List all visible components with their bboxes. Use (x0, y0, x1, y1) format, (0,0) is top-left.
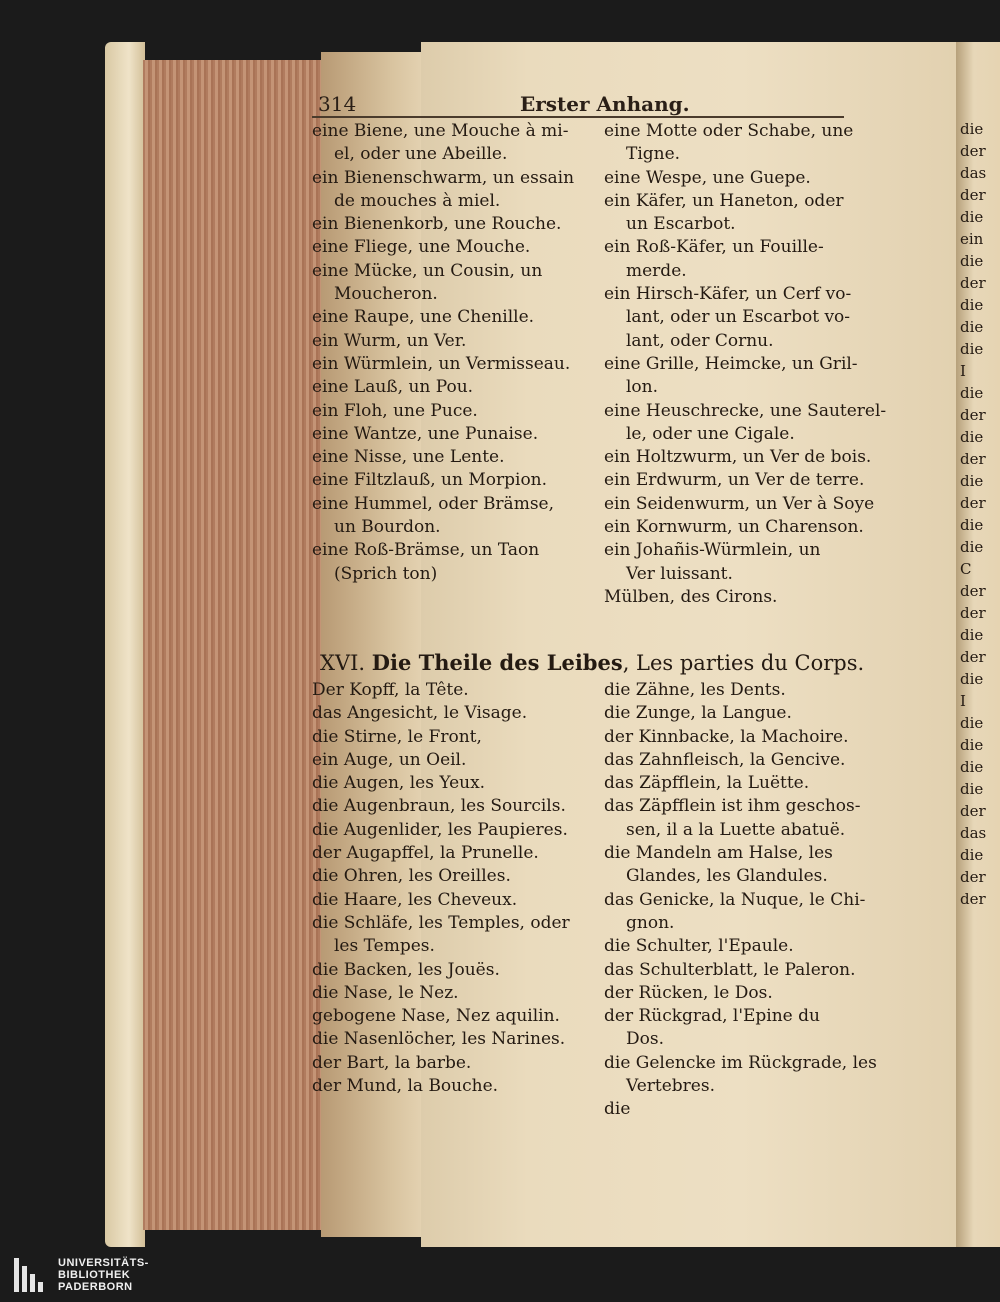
entry-line: Der Kopff, la Tête. (312, 680, 469, 700)
entry-line: Dos. (626, 1029, 664, 1050)
entry-line: eine Heuschrecke, une Sauterel- (604, 400, 887, 421)
right-page-word: die (960, 846, 984, 864)
entry-line: der Kinnbacke, la Machoire. (604, 726, 849, 747)
entry-line: die Haare, les Cheveux. (312, 889, 518, 910)
header-rule (312, 116, 844, 118)
right-page-word: der (960, 890, 986, 908)
right-page-word: die (960, 516, 984, 534)
entry-line: gnon. (626, 912, 675, 933)
entry-line: ein Bienenschwarm, un essain (312, 167, 575, 188)
entry-line: das Angesicht, le Visage. (312, 703, 528, 724)
entry-line: der Rücken, le Dos. (604, 982, 773, 1003)
entry-line: die Stirne, le Front, (312, 726, 482, 747)
entry-line: das Genicke, la Nuque, le Chi- (604, 889, 866, 910)
right-page-word: die (960, 340, 984, 358)
entry-line: Moucheron. (334, 284, 438, 305)
entry-line: eine Fliege, une Mouche. (312, 237, 531, 258)
entry-line: eine Lauß, un Pou. (312, 377, 474, 398)
library-logo-icon (14, 1258, 50, 1292)
library-stamp-line: UNIVERSITÄTS- (58, 1257, 149, 1269)
entry-line: el, oder une Abeille. (334, 144, 508, 165)
entry-line: ein Seidenwurm, un Ver à Soye (604, 493, 875, 514)
page-number: 314 (318, 92, 357, 116)
entry-line: Ver luissant. (626, 563, 733, 584)
entry-line: les Tempes. (334, 936, 435, 957)
right-page-word: der (960, 802, 986, 820)
footer-band (0, 1252, 1000, 1302)
entry-line: die Nasenlöcher, les Narines. (312, 1029, 566, 1050)
entry-line: ein Auge, un Oeil. (312, 749, 467, 770)
library-stamp-line: PADERBORN (58, 1281, 133, 1293)
right-page-word: der (960, 604, 986, 622)
entry-line: die Schulter, l'Epaule. (604, 936, 794, 957)
section-title-french: , Les parties du Corps. (622, 651, 865, 675)
entry-line: lant, oder un Escarbot vo- (626, 307, 851, 328)
right-page-word: C (960, 560, 972, 578)
library-stamp-line: BIBLIOTHEK (58, 1269, 131, 1281)
entry-line: das Zäpfflein, la Luëtte. (604, 773, 810, 794)
entry-line: der Augapffel, la Prunelle. (312, 843, 539, 864)
entry-line: de mouches à miel. (334, 190, 501, 211)
entry-line: die Mandeln am Halse, les (604, 843, 833, 864)
right-page-word: die (960, 626, 984, 644)
entry-line: le, oder une Cigale. (626, 423, 795, 444)
running-head: Erster Anhang. (520, 92, 690, 116)
right-page-word: das (960, 824, 987, 842)
right-page-word: ein (960, 230, 984, 248)
entry-line: ein Floh, une Puce. (312, 400, 478, 421)
entry-line: der Rückgrad, l'Epine du (604, 1006, 820, 1027)
entry-line: (Sprich ton) (334, 563, 438, 584)
section-heading (320, 650, 864, 675)
entry-line: ein Holtzwurm, un Ver de bois. (604, 447, 872, 468)
right-page-word: die (960, 252, 984, 270)
entry-line: gebogene Nase, Nez aquilin. (312, 1006, 560, 1027)
entry-line: eine Mücke, un Cousin, un (312, 260, 543, 281)
right-page-word: I (960, 362, 966, 380)
book-cover-edge (105, 42, 145, 1247)
entry-line: Vertebres. (626, 1076, 715, 1097)
entry-line: Glandes, les Glandules. (626, 866, 828, 887)
right-page-word: die (960, 428, 984, 446)
entry-line: eine Nisse, une Lente. (312, 447, 505, 468)
entry-line: un Bourdon. (334, 517, 441, 538)
right-page-word: das (960, 164, 987, 182)
entry-line: ein Wurm, un Ver. (312, 330, 467, 351)
entry-line: ein Käfer, un Haneton, oder (604, 190, 844, 211)
entry-line: das Zäpfflein ist ihm geschos- (604, 796, 861, 817)
right-page-word: die (960, 780, 984, 798)
entry-line: ein Hirsch-Käfer, un Cerf vo- (604, 284, 852, 305)
entry-line: ein Würmlein, un Vermisseau. (312, 353, 571, 374)
entry-line: eine Biene, une Mouche à mi- (312, 121, 569, 141)
entry-line: der Bart, la barbe. (312, 1052, 472, 1073)
right-page-word: der (960, 494, 986, 512)
entry-line: eine Roß-Brämse, un Taon (312, 540, 540, 561)
right-page-word: die (960, 758, 984, 776)
entry-line: die Backen, les Jouës. (312, 959, 500, 980)
entry-line: ein Roß-Käfer, un Fouille- (604, 237, 824, 258)
entry-line: die Augenbraun, les Sourcils. (312, 796, 566, 817)
entry-line: sen, il a la Luette abatuë. (626, 819, 846, 840)
entry-line: das Zahnfleisch, la Gencive. (604, 749, 846, 770)
right-page-fragments (960, 118, 986, 910)
right-page-word: I (960, 692, 966, 710)
entry-line: die Augen, les Yeux. (312, 773, 486, 794)
entry-line: eine Motte oder Schabe, une (604, 121, 854, 141)
right-page-word: der (960, 868, 986, 886)
right-page-word: der (960, 582, 986, 600)
right-page-word: der (960, 406, 986, 424)
entry-line: eine Hummel, oder Brämse, (312, 493, 555, 514)
entry-line: eine Filtzlauß, un Morpion. (312, 470, 548, 491)
entry-line: der Mund, la Bouche. (312, 1076, 499, 1097)
entry-line: die Gelencke im Rückgrade, les (604, 1052, 877, 1073)
section-title-german: Die Theile des Leibes (371, 650, 623, 675)
entry-line: die (604, 1099, 631, 1120)
right-page-word: der (960, 186, 986, 204)
right-page-word: der (960, 142, 986, 160)
entry-line: Tigne. (626, 144, 681, 165)
right-page-word: der (960, 450, 986, 468)
right-page-word: die (960, 736, 984, 754)
entry-line: ein Johañis-Würmlein, un (604, 540, 821, 561)
entry-line: eine Grille, Heimcke, un Gril- (604, 353, 858, 374)
right-page-word: die (960, 384, 984, 402)
lower-right-column (604, 679, 877, 1122)
upper-left-column (312, 120, 587, 586)
entry-line: die Zähne, les Dents. (604, 680, 786, 700)
entry-line: ein Bienenkorb, une Rouche. (312, 214, 562, 235)
page-edges (143, 60, 321, 1230)
entry-line: ein Kornwurm, un Charenson. (604, 517, 864, 538)
library-stamp (58, 1257, 149, 1293)
right-page-word: die (960, 714, 984, 732)
right-page-edge (956, 42, 1000, 1247)
entry-line: die Augenlider, les Paupieres. (312, 819, 568, 840)
entry-line: lon. (626, 377, 659, 398)
entry-line: die Schläfe, les Temples, oder (312, 912, 570, 933)
right-page-word: die (960, 670, 984, 688)
right-page-word: die (960, 538, 984, 556)
entry-line: Mülben, des Cirons. (604, 586, 778, 607)
entry-line: die Nase, le Nez. (312, 982, 459, 1003)
entry-line: die Ohren, les Oreilles. (312, 866, 511, 887)
entry-line: eine Wantze, une Punaise. (312, 423, 539, 444)
upper-right-column (604, 120, 887, 609)
right-page-word: der (960, 274, 986, 292)
entry-line: ein Erdwurm, un Ver de terre. (604, 470, 865, 491)
right-page-word: die (960, 208, 984, 226)
entry-line: die Zunge, la Langue. (604, 703, 792, 724)
entry-line: merde. (626, 260, 687, 281)
entry-line: un Escarbot. (626, 214, 736, 235)
right-page-word: die (960, 318, 984, 336)
entry-line: eine Raupe, une Chenille. (312, 307, 535, 328)
section-number: XVI. (320, 651, 366, 675)
entry-line: eine Wespe, une Guepe. (604, 167, 811, 188)
right-page-word: die (960, 296, 984, 314)
entry-line: lant, oder Cornu. (626, 330, 774, 351)
right-page-word: die (960, 120, 984, 138)
entry-line: das Schulterblatt, le Paleron. (604, 959, 856, 980)
lower-left-column (312, 679, 587, 1098)
right-page-word: der (960, 648, 986, 666)
right-page-word: die (960, 472, 984, 490)
